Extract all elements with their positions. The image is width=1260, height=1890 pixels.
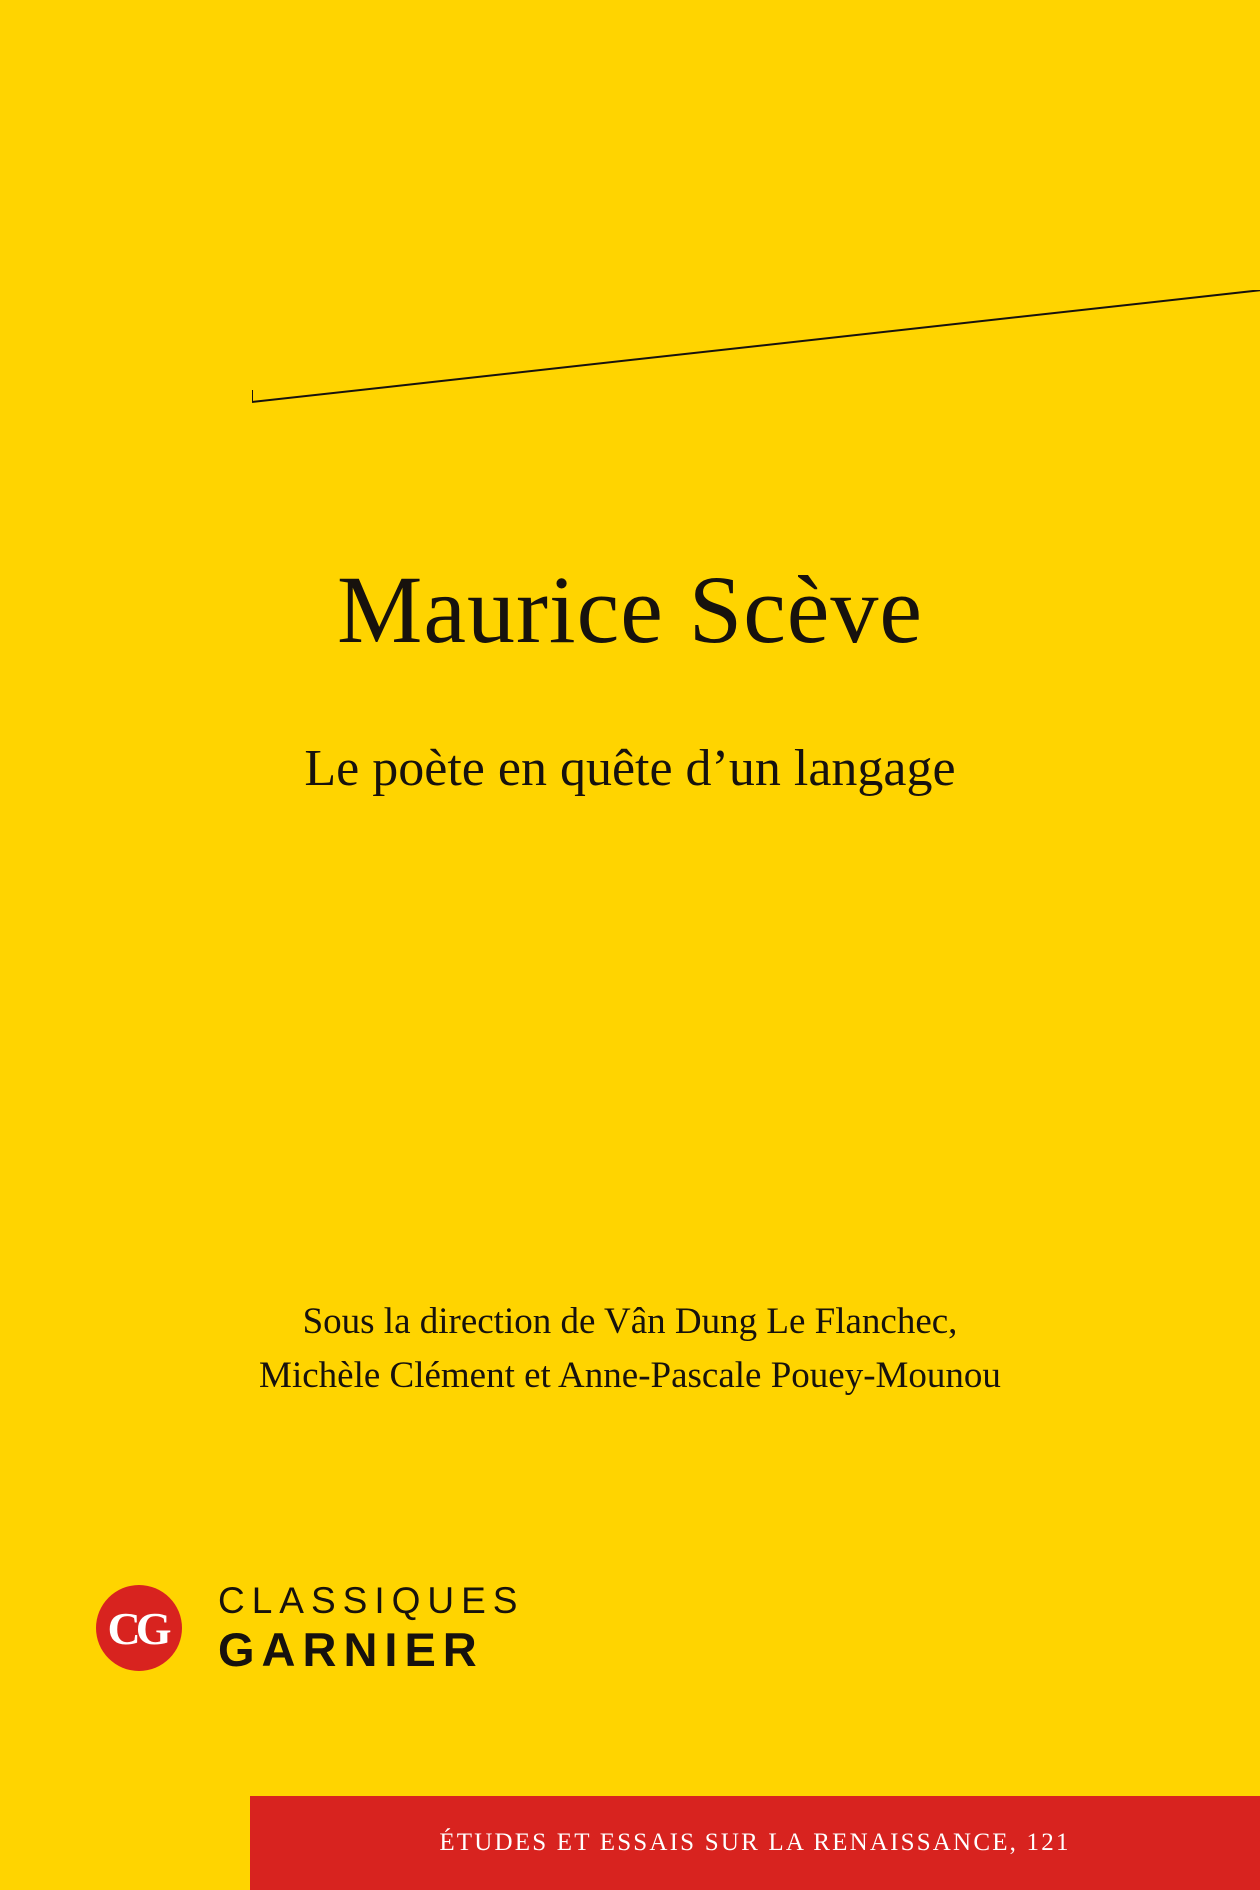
editors-credit	[0, 1295, 1260, 1402]
title-block	[0, 556, 1260, 799]
series-label: ÉTUDES ET ESSAIS SUR LA RENAISSANCE, 121	[439, 1829, 1071, 1856]
publisher-name-line-2: GARNIER	[218, 1622, 484, 1676]
publisher-block	[96, 1580, 524, 1677]
editors-line-1: Sous la direction de Vân Dung Le Flanchec,	[302, 1301, 958, 1342]
subtitle: Le poète en quête d’un langage	[304, 739, 956, 797]
publisher-name	[218, 1580, 524, 1677]
publisher-name-line-1: CLASSIQUES	[218, 1580, 525, 1621]
editors-line-2: Michèle Clément et Anne-Pascale Pouey-Mounou	[259, 1354, 1001, 1396]
diagonal-rule-decoration	[252, 290, 1260, 410]
classiques-garnier-logo-icon	[96, 1585, 182, 1671]
page-title: Maurice Scève	[336, 556, 924, 663]
series-band	[250, 1796, 1260, 1890]
logo-monogram: CG	[107, 1602, 167, 1654]
